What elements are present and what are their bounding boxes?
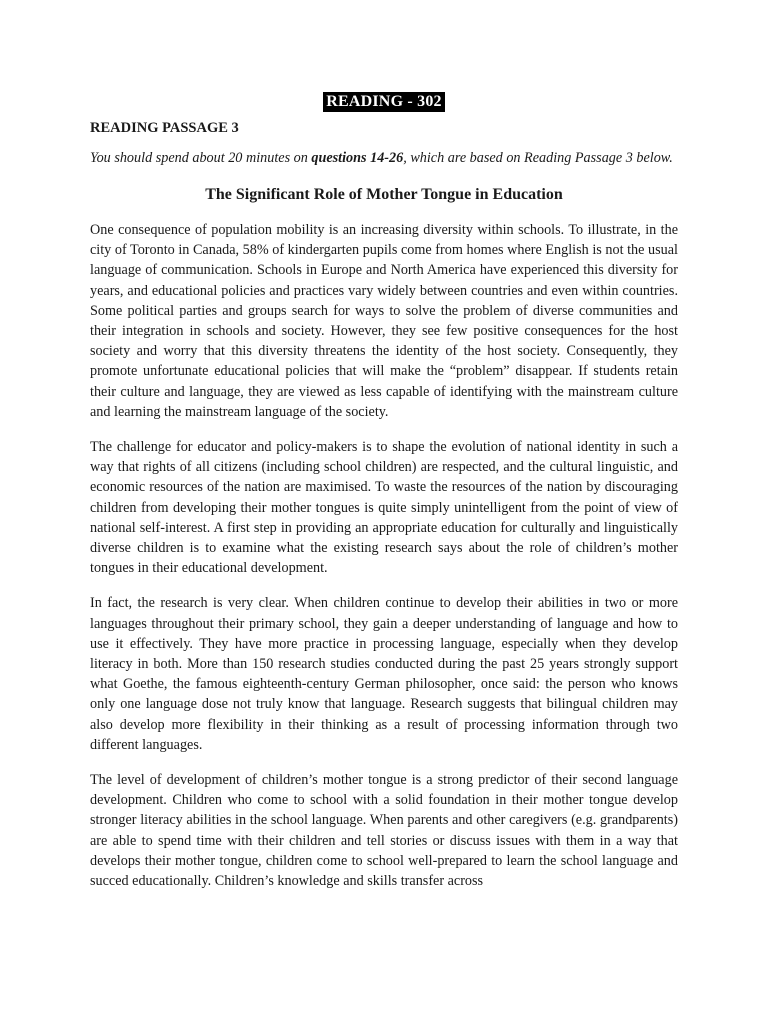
- document-label-container: [90, 92, 678, 118]
- article-title: The Significant Role of Mother Tongue in Education: [205, 186, 563, 203]
- paragraph-4: The level of development of children’s mother tongue is a strong predictor of their second language development. Children who come to school with a solid foundation in their mother tongue develop stronger literacy abilities in the school language. When parents and other caregivers (e.g. grandparents) are able to spend time with their children and tell stories or discuss issues with them in a way that develops their mother tongue, children come to school well-prepared to learn the school language and succed educationally. Children’s knowledge and skills transfer across: [90, 772, 678, 890]
- instructions-questions: questions 14-26: [311, 150, 404, 166]
- instructions-before: You should spend about 20 minutes on: [90, 150, 312, 166]
- document-page: [90, 92, 678, 906]
- document-label: READING - 302: [323, 92, 445, 112]
- passage-heading: READING PASSAGE 3: [90, 120, 239, 136]
- instructions-after: , which are based on Reading Passage 3 below.: [403, 150, 673, 166]
- paragraph-1: One consequence of population mobility is an increasing diversity within schools. To illustrate, in the city of Toronto in Canada, 58% of kindergarten pupils come from homes where English is not the usual language of communication. Schools in Europe and North America have experienced this diversity for years, and educational policies and practices vary widely between countries and even within countries. Some political parties and groups search for ways to solve the problem of diverse communities and their integration in schools and society. However, they see few positive consequences for the host society and worry that this diversity threatens the identity of the host society. Consequently, they promote unfortunate educational policies that will make the “problem” disappear. If students retain their culture and language, they are viewed as less capable of identifying with the mainstream culture and learning the mainstream language of the society.: [90, 222, 678, 420]
- paragraph-2: The challenge for educator and policy-makers is to shape the evolution of national identity in such a way that rights of all citizens (including school children) are respected, and the cultural linguistic, and economic resources of the nation are maximised. To waste the resources of the nation by discouraging children from developing their mother tongues is quite simply unintelligent from the point of view of national self-interest. A first step in providing an appropriate education for culturally and linguistically diverse children is to examine what the existing research says about the role of children’s mother tongues in their educational development.: [90, 439, 678, 577]
- paragraph-3: In fact, the research is very clear. When children continue to develop their abilities in two or more languages throughout their primary school, they gain a deeper understanding of language and how to use it effectively. They have more practice in processing language, especially when they develop literacy in both. More than 150 research studies conducted during the past 25 years strongly support what Goethe, the famous eighteenth-century German philosopher, once said: the person who knows only one language dose not truly know that language. Research suggests that bilingual children may also develop more flexibility in their thinking as a result of processing information through two different languages.: [90, 595, 678, 753]
- instructions: [90, 148, 678, 168]
